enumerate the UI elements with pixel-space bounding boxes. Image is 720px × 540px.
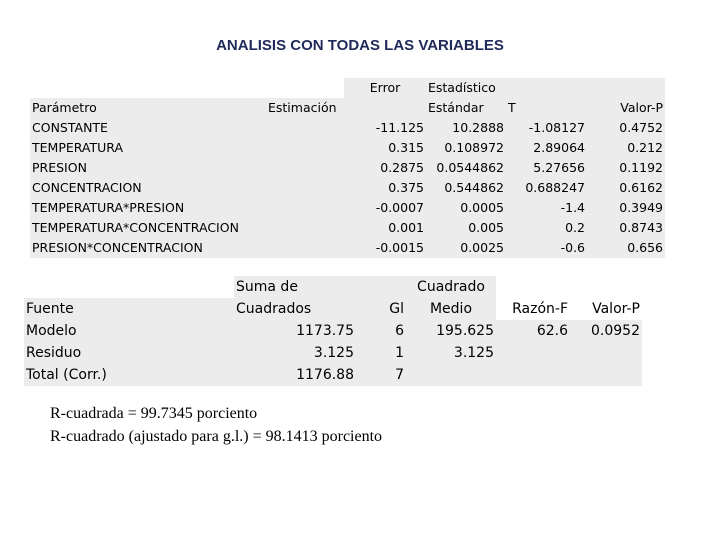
t-stat-value: 5.27656	[506, 158, 587, 178]
page-title: ANALISIS CON TODAS LAS VARIABLES	[216, 37, 504, 54]
parameters-table	[30, 78, 665, 258]
header-cell	[570, 276, 642, 298]
table-row	[30, 118, 665, 138]
param-name: TEMPERATURA*PRESION	[30, 198, 266, 218]
param-name: TEMPERATURA*CONCENTRACION	[30, 218, 266, 238]
header-cell: Estadístico	[426, 78, 506, 98]
table-row	[30, 218, 665, 238]
source-name: Total (Corr.)	[24, 364, 234, 386]
p-value: 0.6162	[587, 178, 665, 198]
p-value: 0.656	[587, 238, 665, 258]
header-cell: Fuente	[24, 298, 234, 320]
sum-squares-value: 3.125	[234, 342, 356, 364]
header-cell: Parámetro	[30, 98, 266, 118]
table-row	[24, 320, 642, 342]
header-cell: T	[506, 98, 587, 118]
t-stat-value: 0.2	[506, 218, 587, 238]
table-row	[30, 138, 665, 158]
f-ratio-value	[496, 364, 570, 386]
header-cell: Razón-F	[496, 298, 570, 320]
p-value: 0.8743	[587, 218, 665, 238]
t-stat-value: -0.6	[506, 238, 587, 258]
header-cell	[24, 276, 234, 298]
param-name: PRESION	[30, 158, 266, 178]
p-value	[570, 364, 642, 386]
std-error-value: 0.0544862	[426, 158, 506, 178]
table-row	[30, 198, 665, 218]
header-cell	[266, 78, 344, 98]
header-cell: Gl	[356, 298, 406, 320]
sum-squares-value: 1173.75	[234, 320, 356, 342]
estimate-value: -11.125	[344, 118, 426, 138]
header-cell: Estimación	[266, 98, 344, 118]
source-name: Residuo	[24, 342, 234, 364]
table-row	[30, 238, 665, 258]
p-value	[570, 342, 642, 364]
std-error-value: 0.0005	[426, 198, 506, 218]
estimate-value: 0.375	[344, 178, 426, 198]
std-error-value: 10.2888	[426, 118, 506, 138]
anova-table	[24, 276, 642, 386]
df-value: 6	[356, 320, 406, 342]
header-cell	[496, 276, 570, 298]
p-value: 0.4752	[587, 118, 665, 138]
header-cell: Valor-P	[587, 98, 665, 118]
header-cell: Medio	[406, 298, 496, 320]
std-error-value: 0.108972	[426, 138, 506, 158]
header-cell	[506, 78, 587, 98]
header-cell: Estándar	[426, 98, 506, 118]
estimate-value: -0.0015	[344, 238, 426, 258]
r-squared-text: R-cuadrada = 99.7345 porciento	[50, 405, 258, 422]
header-cell: Cuadrado	[406, 276, 496, 298]
header-cell: Valor-P	[570, 298, 642, 320]
t-stat-value: 0.688247	[506, 178, 587, 198]
df-value: 1	[356, 342, 406, 364]
source-name: Modelo	[24, 320, 234, 342]
table-header-row	[24, 276, 642, 298]
df-value: 7	[356, 364, 406, 386]
p-value: 0.1192	[587, 158, 665, 178]
param-name: CONCENTRACION	[30, 178, 266, 198]
sum-squares-value: 1176.88	[234, 364, 356, 386]
header-cell: Suma de	[234, 276, 356, 298]
table-header-row	[24, 298, 642, 320]
mean-square-value: 3.125	[406, 342, 496, 364]
p-value: 0.3949	[587, 198, 665, 218]
table-row	[30, 158, 665, 178]
header-cell	[30, 78, 266, 98]
estimate-value: 0.315	[344, 138, 426, 158]
header-cell	[356, 276, 406, 298]
table-header-row	[30, 98, 665, 118]
mean-square-value: 195.625	[406, 320, 496, 342]
estimate-value: -0.0007	[344, 198, 426, 218]
header-cell: Cuadrados	[234, 298, 356, 320]
table-header-row	[30, 78, 665, 98]
param-name: CONSTANTE	[30, 118, 266, 138]
param-name: TEMPERATURA	[30, 138, 266, 158]
table-row	[30, 178, 665, 198]
f-ratio-value: 62.6	[496, 320, 570, 342]
header-cell	[344, 98, 426, 118]
std-error-value: 0.0025	[426, 238, 506, 258]
mean-square-value	[406, 364, 496, 386]
p-value: 0.0952	[570, 320, 642, 342]
t-stat-value: -1.4	[506, 198, 587, 218]
r-squared-adjusted-text: R-cuadrado (ajustado para g.l.) = 98.1413 porciento	[50, 428, 383, 445]
f-ratio-value	[496, 342, 570, 364]
std-error-value: 0.005	[426, 218, 506, 238]
t-stat-value: 2.89064	[506, 138, 587, 158]
estimate-value: 0.001	[344, 218, 426, 238]
estimate-value: 0.2875	[344, 158, 426, 178]
table-row	[24, 342, 642, 364]
header-cell	[587, 78, 665, 98]
param-name: PRESION*CONCENTRACION	[30, 238, 266, 258]
std-error-value: 0.544862	[426, 178, 506, 198]
table-row	[24, 364, 642, 386]
t-stat-value: -1.08127	[506, 118, 587, 138]
p-value: 0.212	[587, 138, 665, 158]
header-cell: Error	[344, 78, 426, 98]
